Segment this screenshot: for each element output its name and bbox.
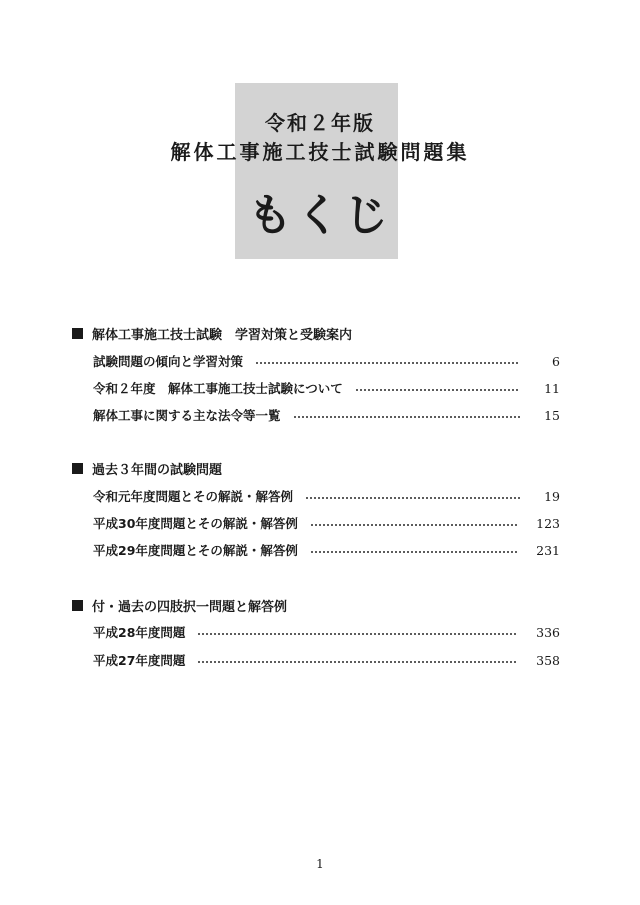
toc-entry[interactable]	[93, 405, 560, 425]
toc-entry-label: 令和元年度問題とその解説・解答例	[93, 489, 294, 504]
dot-leader	[255, 362, 520, 364]
toc-section-title: 過去３年間の試験問題	[92, 462, 223, 478]
toc-entry[interactable]	[93, 486, 560, 506]
square-bullet-icon	[72, 600, 83, 611]
toc-section-title: 付・過去の四肢択一問題と解答例	[92, 599, 288, 615]
toc-section-head	[72, 323, 352, 343]
toc-entry[interactable]	[93, 378, 560, 398]
square-bullet-icon	[72, 463, 83, 474]
toc-entry-page: 19	[544, 488, 560, 504]
toc-entry[interactable]	[93, 540, 560, 560]
square-bullet-icon	[72, 328, 83, 339]
toc-entry-label: 平成30年度問題とその解説・解答例	[93, 516, 298, 531]
toc-entry-page: 231	[536, 542, 560, 558]
dot-leader	[197, 633, 518, 635]
toc-entry[interactable]	[93, 622, 560, 642]
toc-entry-label: 試験問題の傾向と学習対策	[93, 354, 244, 369]
toc-entry-label: 平成29年度問題とその解説・解答例	[93, 543, 298, 558]
toc-entry-page: 336	[536, 624, 560, 640]
toc-entry-page: 11	[544, 380, 560, 396]
toc-entry-label: 解体工事に関する主な法令等一覧	[93, 408, 281, 423]
dot-leader	[355, 389, 520, 391]
dot-leader	[305, 497, 520, 499]
toc-entry-label: 平成27年度問題	[93, 653, 186, 668]
toc-entry-page: 358	[536, 652, 560, 668]
dot-leader	[197, 661, 518, 663]
toc-entry[interactable]	[93, 513, 560, 533]
toc-entry-page: 6	[552, 353, 560, 369]
toc-entry[interactable]	[93, 650, 560, 670]
dot-leader	[310, 551, 518, 553]
toc-entry[interactable]	[93, 351, 560, 371]
toc-entry-label: 平成28年度問題	[93, 625, 186, 640]
edition-label: 令和２年版	[265, 111, 375, 135]
toc-section-head	[72, 595, 287, 615]
contents-heading: もくじ	[248, 190, 392, 241]
toc-entry-page: 123	[536, 515, 560, 531]
dot-leader	[310, 524, 518, 526]
book-title: 解体工事施工技士試験問題集	[170, 140, 470, 164]
toc-entry-page: 15	[544, 407, 560, 423]
page-number: 1	[316, 857, 324, 871]
toc-section-title: 解体工事施工技士試験 学習対策と受験案内	[92, 327, 353, 343]
toc-section-head	[72, 458, 222, 478]
dot-leader	[293, 416, 520, 418]
toc-entry-label: 令和２年度 解体工事施工技士試験について	[93, 381, 343, 396]
